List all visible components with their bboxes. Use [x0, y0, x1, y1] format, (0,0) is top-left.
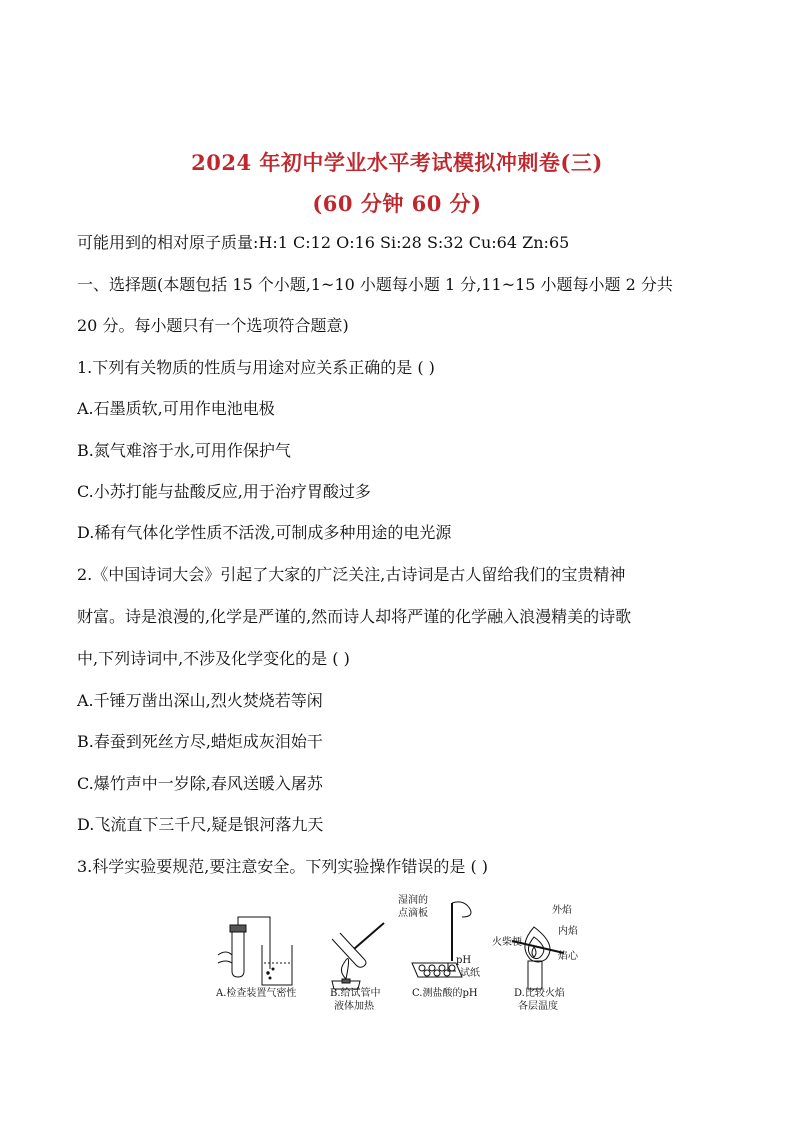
figure-d-label-outer: 外焰 [552, 905, 572, 916]
figure-c-label-1: 湿润的 [398, 895, 428, 906]
q2-option-b: B.春蚕到死丝方尽,蜡炬成灰泪始干 [77, 732, 323, 751]
q2-option-d: D.飞流直下三千尺,疑是银河落九天 [77, 815, 324, 834]
page-subtitle: (60 分钟 60 分) [312, 191, 482, 216]
q2-stem-line-3: 中,下列诗词中,不涉及化学变化的是 ( ) [77, 649, 350, 668]
q2-stem-line-2: 财富。诗是浪漫的,化学是严谨的,然而诗人却将严谨的化学融入浪漫精美的诗歌 [77, 607, 632, 626]
section-heading-line-2: 20 分。每小题只有一个选项符合题意) [77, 316, 349, 335]
figure-c-label-3: pH [456, 955, 472, 966]
section-heading-line-1: 一、选择题(本题包括 15 个小题,1~10 小题每小题 1 分,11~15 小题每小题 2 分共 [77, 275, 673, 294]
q3-stem: 3.科学实验要规范,要注意安全。下列实验操作错误的是 ( ) [77, 857, 489, 876]
q1-option-d: D.稀有气体化学性质不活泼,可制成多种用途的电光源 [77, 523, 452, 542]
figure-d-caption-2: 各层温度 [518, 1001, 558, 1012]
page-title: 2024 年初中学业水平考试模拟冲刺卷(三) [191, 150, 603, 175]
figure-a-airtightness [218, 917, 292, 985]
figure-b-heating [332, 923, 384, 989]
figure-d-caption-1: D.比较火焰 [514, 988, 565, 999]
atomic-masses-line: 可能用到的相对原子质量:H:1 C:12 O:16 Si:28 S:32 Cu:64 Zn:65 [77, 233, 570, 252]
figure-d-label-match: 火柴梗 [492, 937, 522, 948]
figure-b-caption-1: B.给试管中 [330, 988, 381, 999]
q2-option-a: A.千锤万凿出深山,烈火焚烧若等闲 [77, 691, 323, 710]
q3-figures [212, 893, 592, 1018]
q1-option-a: A.石墨质软,可用作电池电极 [77, 399, 275, 418]
figure-a-caption: A.检查装置气密性 [216, 988, 297, 999]
figure-c-caption: C.测盐酸的pH [412, 988, 478, 999]
figure-d-label-inner: 内焰 [558, 926, 578, 937]
figure-b-caption-2: 液体加热 [334, 1001, 374, 1012]
q1-option-c: C.小苏打能与盐酸反应,用于治疗胃酸过多 [77, 482, 371, 501]
q1-option-b: B.氮气难溶于水,可用作保护气 [77, 441, 291, 460]
q1-stem: 1.下列有关物质的性质与用途对应关系正确的是 ( ) [77, 358, 435, 377]
figure-c-label-2: 点滴板 [398, 908, 428, 919]
q2-option-c: C.爆竹声中一岁除,春风送暖入屠苏 [77, 774, 323, 793]
figure-d-label-core: 焰心 [558, 951, 578, 962]
figure-c-label-4: 试纸 [460, 968, 480, 979]
q2-stem-line-1: 2.《中国诗词大会》引起了大家的广泛关注,古诗词是古人留给我们的宝贵精神 [77, 565, 626, 584]
